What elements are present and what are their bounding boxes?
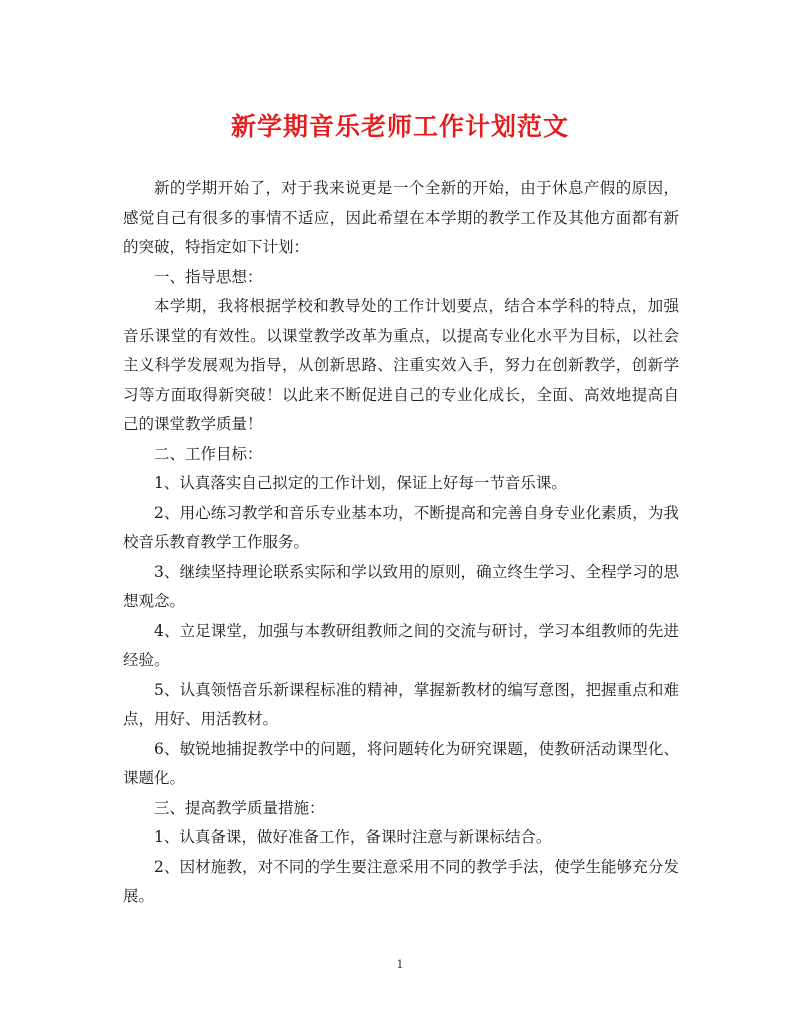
measure-item-2: 2、因材施教，对不同的学生要注意采用不同的教学手法，使学生能够充分发展。 [123,857,679,905]
section-heading-work-goals: 二、工作目标： [154,444,263,463]
goal-item-6: 6、敏锐地捕捉教学中的问题，将问题转化为研究课题，使教研活动课型化、课题化。 [123,739,679,787]
page-number: 1 [396,958,404,971]
document-body [123,174,679,912]
goal-item-3: 3、继续坚持理论联系实际和学以致用的原则，确立终生学习、全程学习的思想观念。 [123,562,679,610]
paragraph-guiding-thought: 本学期，我将根据学校和教导处的工作计划要点，结合本学科的特点，加强音乐课堂的有效性。以课堂教学改革为重点，以提高专业化水平为目标，以社会主义科学发展观为指导，从创新思路、注重实效入手，努力在创新教学，创新学习等方面取得新突破！以此来不断促进自己的专业化成长，全面、高效地提高自己的课堂教学质量！ [123,297,679,433]
goal-item-1: 1、认真落实自己拟定的工作计划，保证上好每一节音乐课。 [154,474,567,492]
goal-item-2: 2、用心练习教学和音乐专业基本功，不断提高和完善自身专业化素质，为我校音乐教育教学工作服务。 [123,503,679,551]
section-heading-quality-measures: 三、提高教学质量措施： [154,798,325,817]
document-title: 新学期音乐老师工作计划范文 [230,112,569,141]
goal-item-5: 5、认真领悟音乐新课程标准的精神，掌握新教材的编写意图，把握重点和难点，用好、用活教材。 [123,680,679,728]
paragraph-intro: 新的学期开始了，对于我来说更是一个全新的开始，由于休息产假的原因，感觉自己有很多的事情不适应，因此希望在本学期的教学工作及其他方面都有新的突破，特指定如下计划： [123,179,679,256]
section-heading-guiding-thought: 一、指导思想： [154,267,263,286]
goal-item-4: 4、立足课堂，加强与本教研组教师之间的交流与研讨，学习本组教师的先进经验。 [123,621,679,669]
measure-item-1: 1、认真备课，做好准备工作，备课时注意与新课标结合。 [154,828,552,846]
